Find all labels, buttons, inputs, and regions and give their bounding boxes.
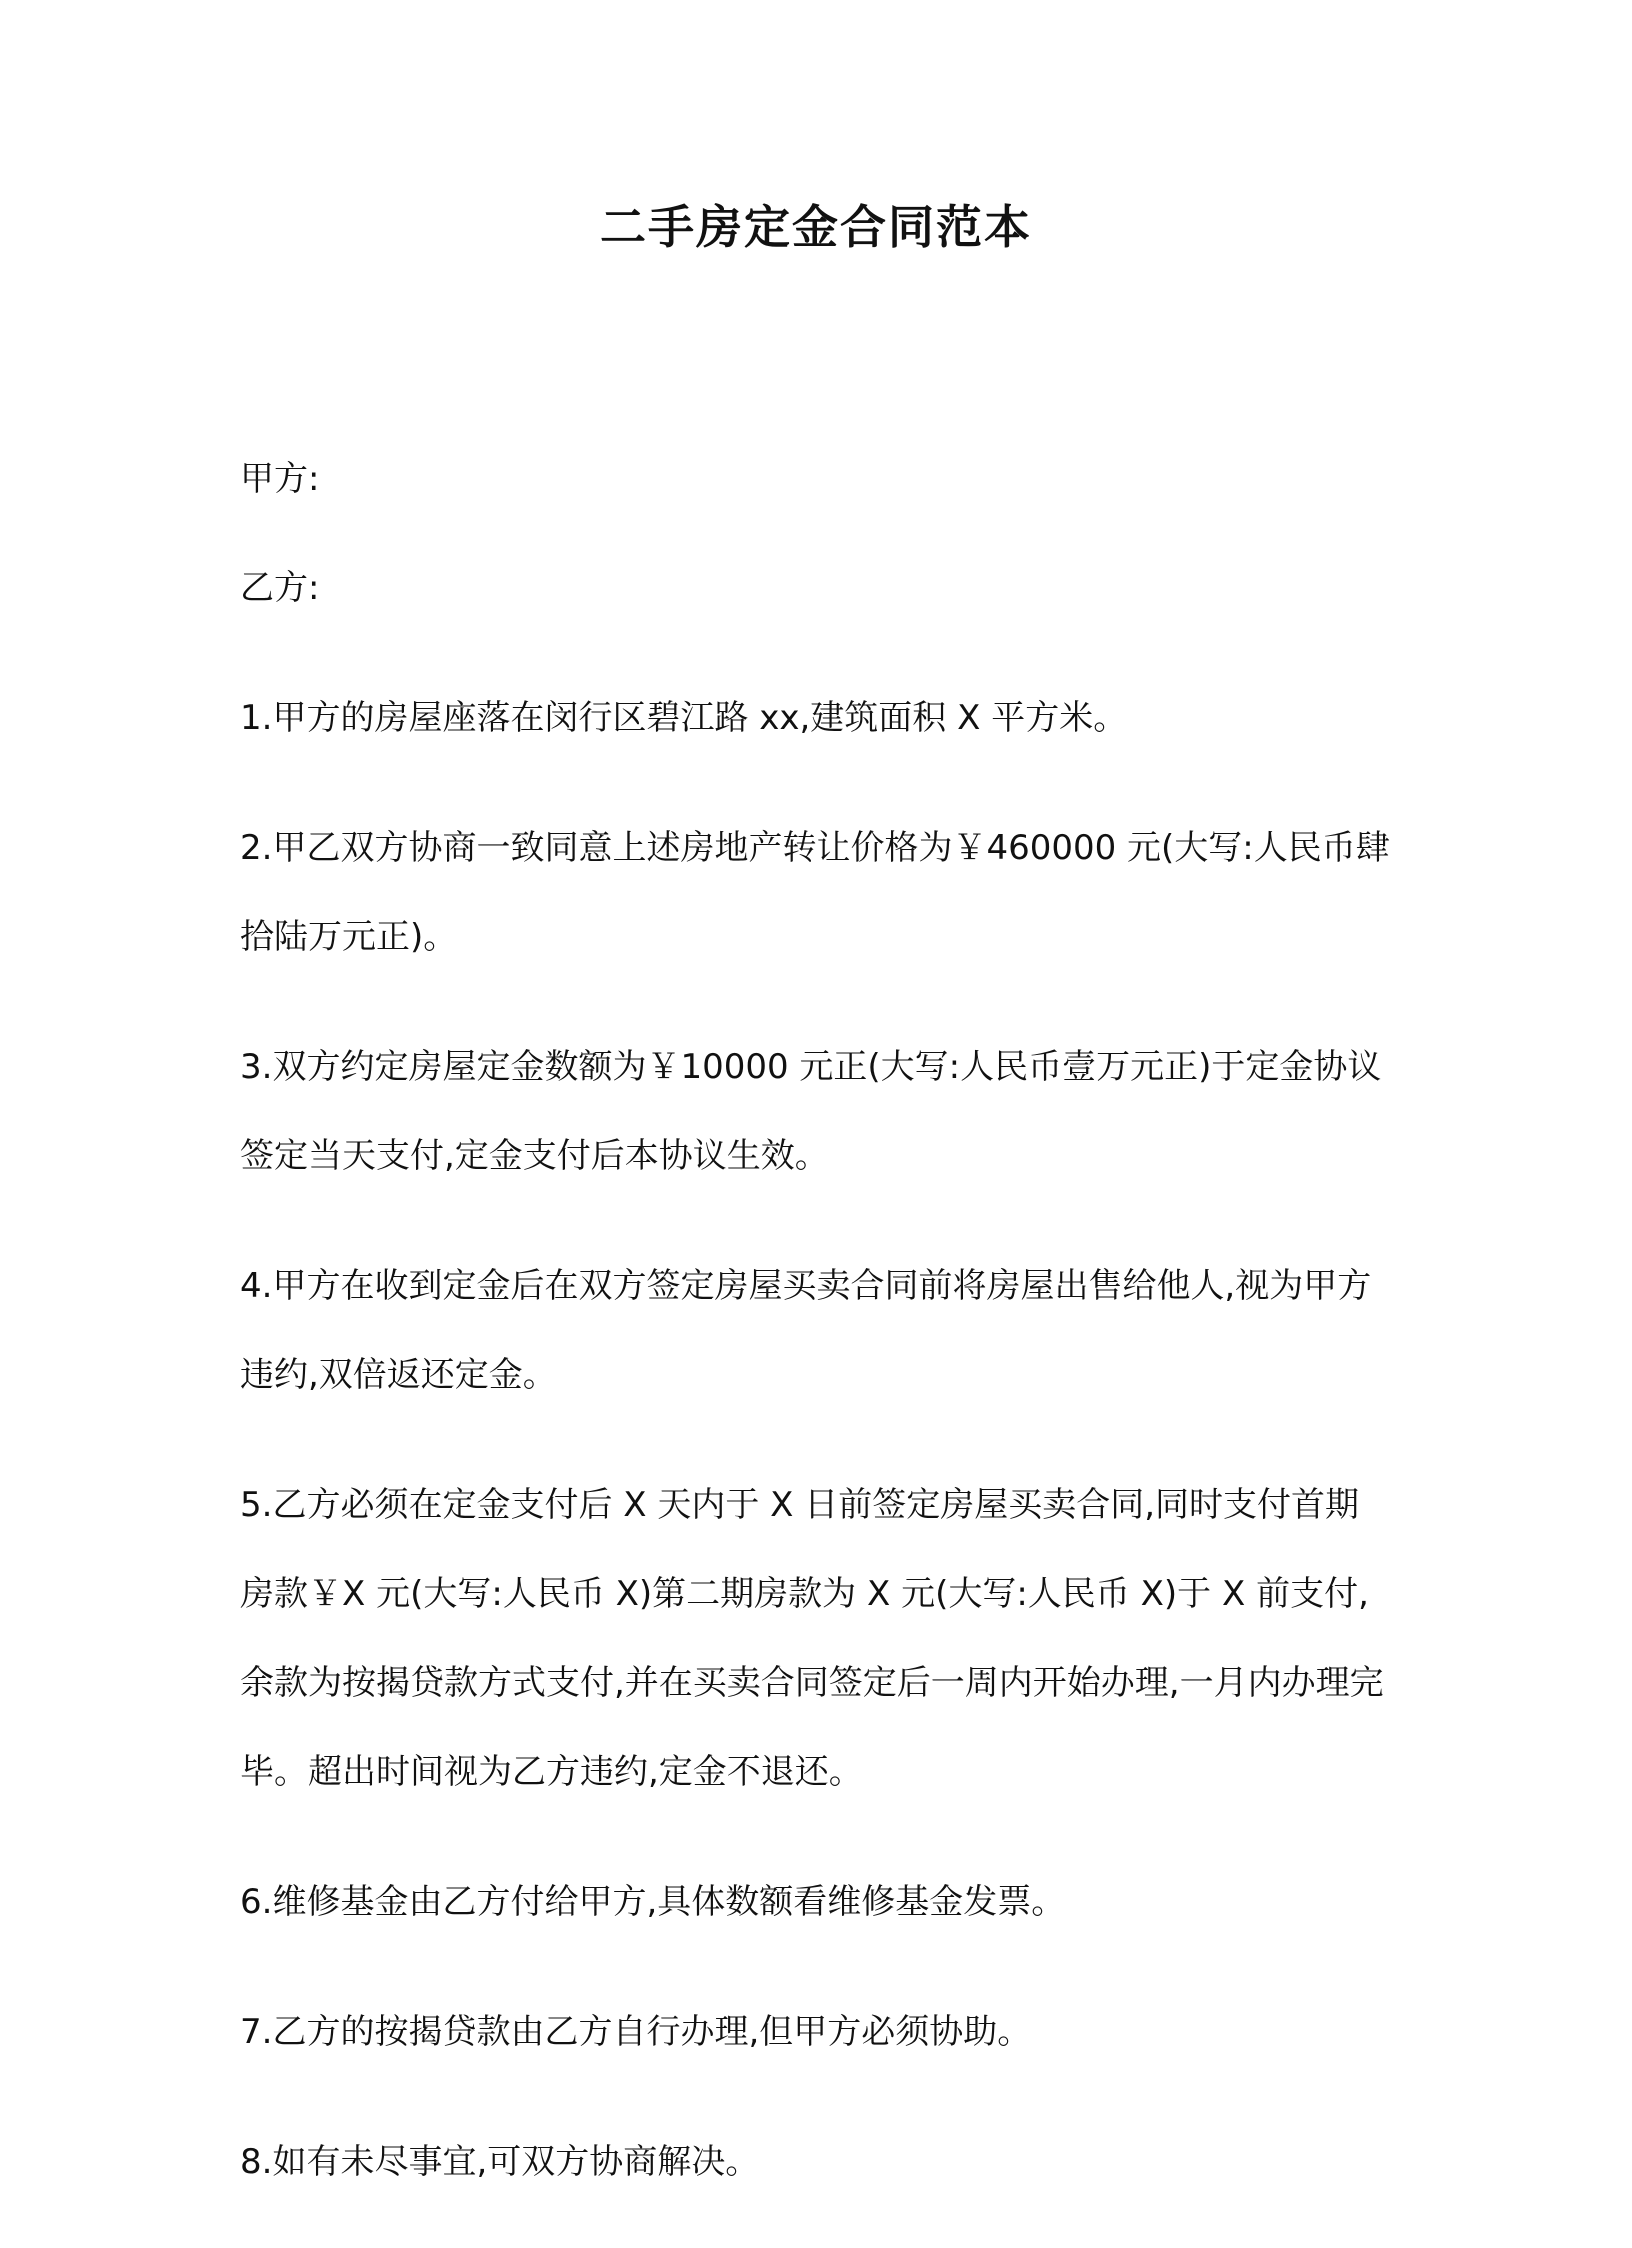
document-body xyxy=(240,435,1390,2248)
party-a-label: 甲方: xyxy=(240,459,320,499)
clause-7: 7.乙方的按揭贷款由乙方自行办理,但甲方必须协助。 xyxy=(240,2012,1032,2052)
clause-5: 5.乙方必须在定金支付后 X 天内于 X 日前签定房屋买卖合同,同时支付首期房款￥X 元(大写:人民币 X)第二期房款为 X 元(大写:人民币 X)于 X 前支付,余款为按揭贷款方式支付,并在买卖合同签定后一周内开始办理,一月内办理完毕。超出时间视为乙方违约,定金不退还。 xyxy=(240,1485,1384,1792)
document-title: 二手房定金合同范本 xyxy=(600,200,1032,254)
clause-1: 1.甲方的房屋座落在闵行区碧江路 xx,建筑面积 X 平方米。 xyxy=(240,698,1128,738)
clause-4: 4.甲方在收到定金后在双方签定房屋买卖合同前将房屋出售给他人,视为甲方违约,双倍返还定金。 xyxy=(240,1266,1372,1395)
clause-6: 6.维修基金由乙方付给甲方,具体数额看维修基金发票。 xyxy=(240,1882,1066,1922)
clause-3: 3.双方约定房屋定金数额为￥10000 元正(大写:人民币壹万元正)于定金协议签定当天支付,定金支付后本协议生效。 xyxy=(240,1047,1382,1176)
party-b-label: 乙方: xyxy=(240,568,320,608)
clause-2: 2.甲乙双方协商一致同意上述房地产转让价格为￥460000 元(大写:人民币肆拾陆万元正)。 xyxy=(240,828,1390,957)
clause-8: 8.如有未尽事宜,可双方协商解决。 xyxy=(240,2142,760,2182)
